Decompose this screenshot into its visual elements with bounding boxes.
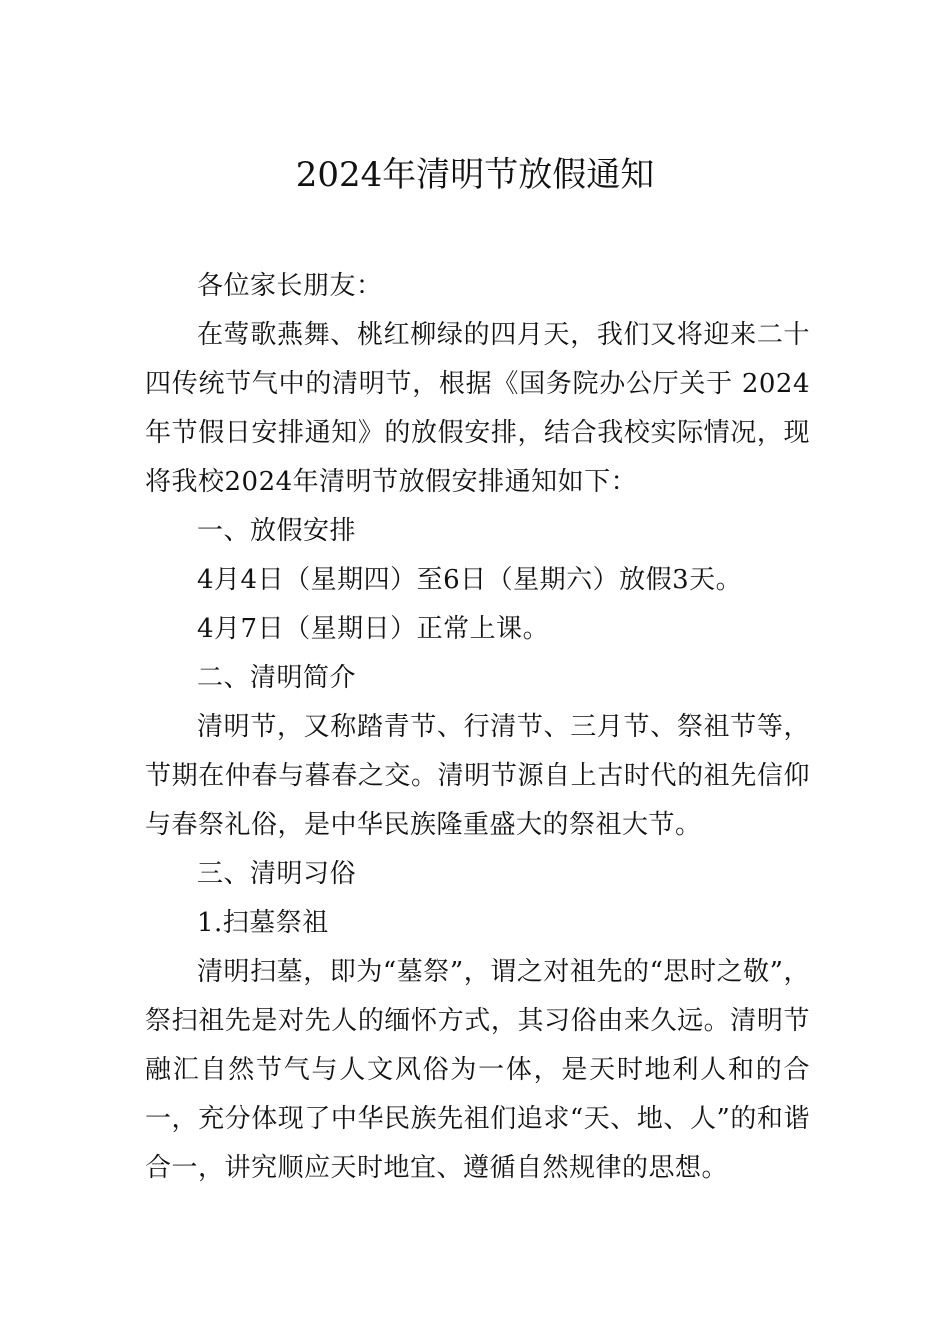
subsection-heading-tomb-sweeping: 1.扫墓祭祖 xyxy=(197,908,329,938)
tomb-sweeping-paragraph: 清明扫墓，即为“墓祭”，谓之对祖先的“思时之敬”，祭扫祖先是对先人的缅怀方式，其习俗由来久远。清明节融汇自然节气与人文风俗为一体，是天时地利人和的合一，充分体现了中华民族先祖们追求“天、地、人”的和谐合一，讲究顺应天时地宜、遵循自然规律的思想。 xyxy=(145,957,810,1183)
qingming-intro-paragraph: 清明节，又称踏青节、行清节、三月节、祭祖节等，节期在仲春与暮春之交。清明节源自上古时代的祖先信仰与春祭礼俗，是中华民族隆重盛大的祭祖大节。 xyxy=(145,712,810,840)
resume-class-line: 4月7日（星期日）正常上课。 xyxy=(197,614,550,644)
document-title: 2024年清明节放假通知 xyxy=(295,155,655,195)
intro-paragraph: 在莺歌燕舞、桃红柳绿的四月天，我们又将迎来二十四传统节气中的清明节，根据《国务院办公厅关于 2024 年节假日安排通知》的放假安排，结合我校实际情况，现将我校2024年清明节放假安排通知如下： xyxy=(145,320,810,497)
holiday-dates-line: 4月4日（星期四）至6日（星期六）放假3天。 xyxy=(197,565,743,595)
section-heading-qingming-intro: 二、清明简介 xyxy=(197,663,357,693)
section-heading-holiday-arrangement: 一、放假安排 xyxy=(197,516,357,546)
document-body xyxy=(145,262,810,1193)
section-heading-qingming-customs: 三、清明习俗 xyxy=(197,859,357,889)
greeting: 各位家长朋友： xyxy=(197,271,383,301)
